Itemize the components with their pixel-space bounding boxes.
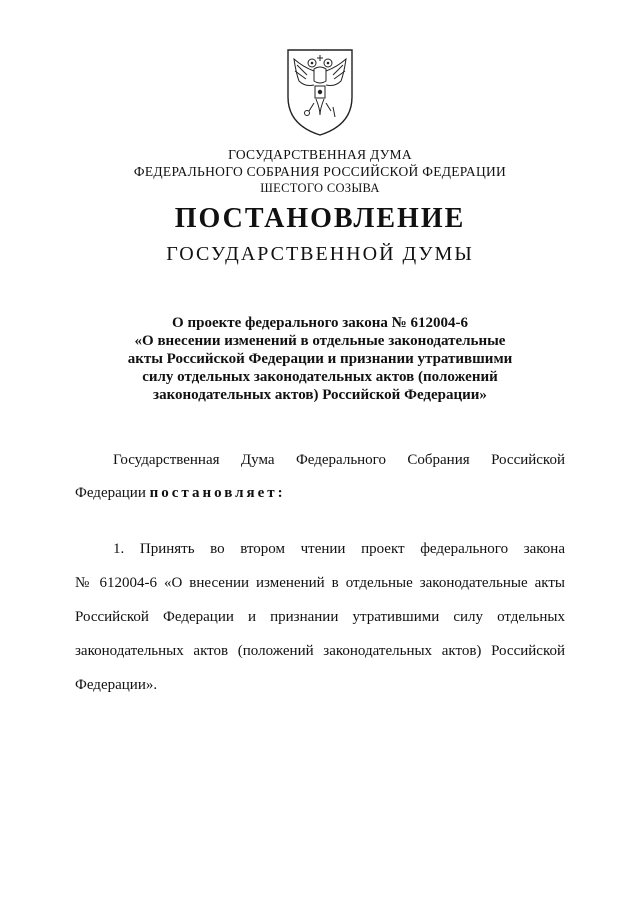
subject-line: акты Российской Федерации и признании утратившими [127, 351, 513, 367]
item-line: № 612004-6 «О внесении изменений в отдельные законодательные акты [75, 575, 565, 591]
subject-line: О проекте федерального закона № 612004-6 [172, 315, 468, 331]
header-chamber: ГОСУДАРСТВЕННАЯ ДУМА [228, 147, 412, 162]
subject-line: законодательных актов) Российской Федерации» [153, 387, 487, 403]
document-subtitle: ГОСУДАРСТВЕННОЙ ДУМЫ [166, 243, 474, 265]
item-line: 1. Принять во втором чтении проект федерального закона [113, 541, 565, 557]
subject-line: силу отдельных законодательных актов (положений [142, 369, 498, 385]
preamble-line [75, 485, 565, 502]
header-convocation: ШЕСТОГО СОЗЫВА [260, 181, 380, 195]
item-line: Российской Федерации и признании утратившими силу отдельных [75, 609, 565, 625]
document-title: ПОСТАНОВЛЕНИЕ [174, 203, 466, 234]
header-assembly: ФЕДЕРАЛЬНОГО СОБРАНИЯ РОССИЙСКОЙ ФЕДЕРАЦИИ [133, 164, 507, 179]
subject-line: «О внесении изменений в отдельные законодательные [134, 333, 506, 349]
preamble-text: Федерации [75, 485, 146, 501]
item-line: законодательных актов (положений законодательных актов) Российской [75, 643, 565, 659]
preamble-line: Государственная Дума Федерального Собрания Российской [113, 452, 565, 468]
resolves-word: постановляет: [149, 485, 286, 501]
coat-of-arms-emblem [285, 47, 355, 137]
item-line: Федерации». [75, 677, 158, 693]
